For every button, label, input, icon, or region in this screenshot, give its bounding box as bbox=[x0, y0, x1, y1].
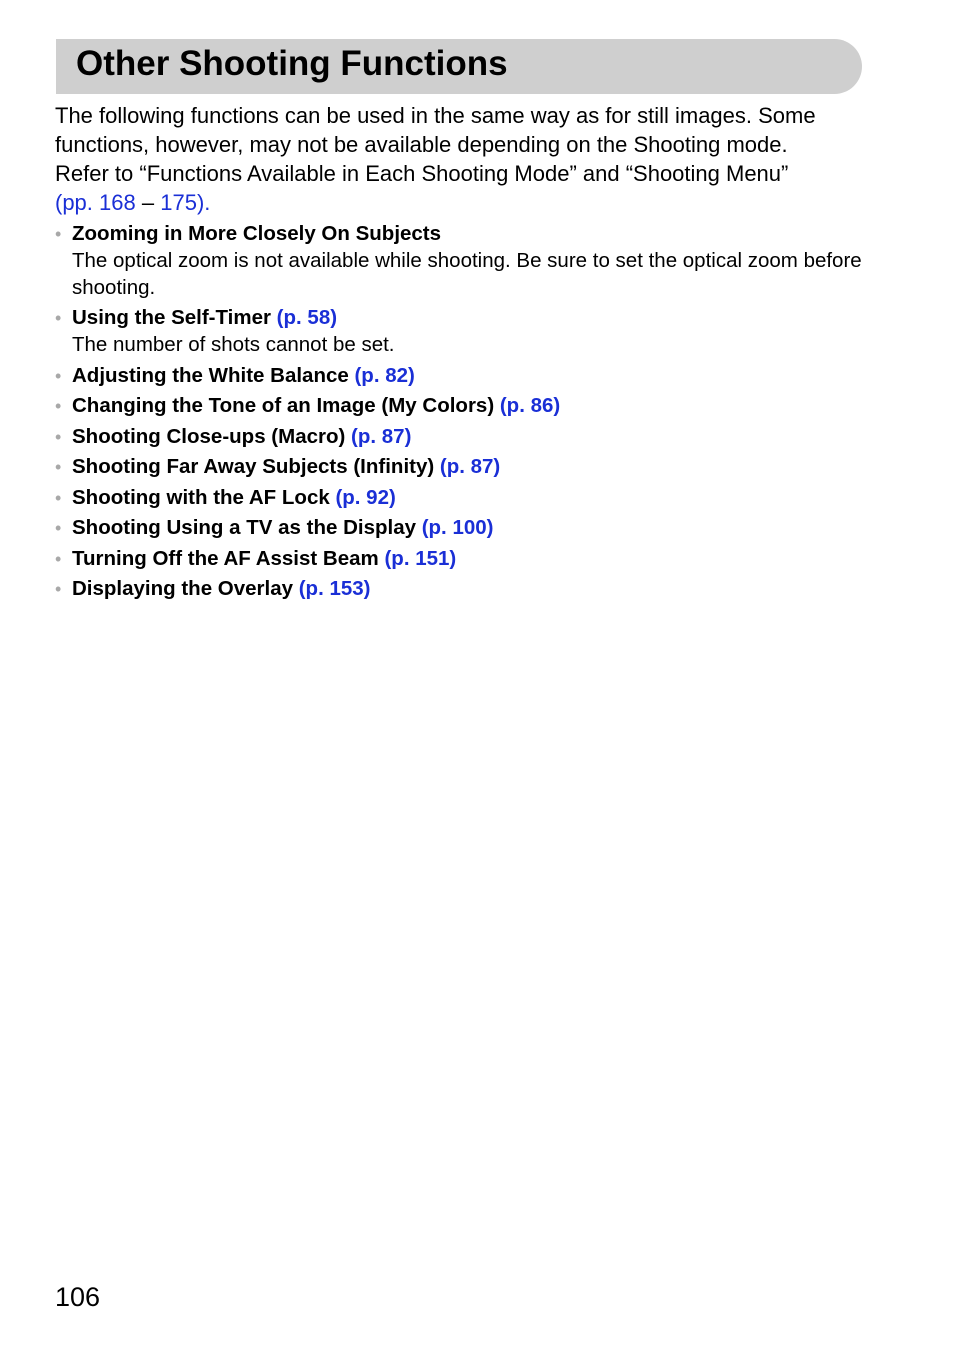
page-title: Other Shooting Functions bbox=[76, 44, 508, 83]
list-item-heading bbox=[72, 422, 411, 452]
list-item-label: Adjusting the White Balance bbox=[72, 364, 355, 387]
reference-open: (pp. bbox=[55, 190, 100, 215]
bullet-icon: • bbox=[55, 308, 62, 328]
reference-dash: – bbox=[135, 190, 161, 215]
page-link-168[interactable]: 168 bbox=[99, 190, 136, 215]
list-item-description: The optical zoom is not available while shooting. Be sure to set the optical zoom before shooting. bbox=[72, 249, 862, 299]
list-item-heading bbox=[72, 513, 493, 543]
page-link[interactable]: (p. 87) bbox=[439, 455, 501, 478]
list-item-heading bbox=[72, 303, 337, 333]
page-link[interactable]: (p. 87) bbox=[351, 425, 412, 448]
list-item-label: Using the Self-Timer bbox=[72, 306, 277, 329]
reference-close: ). bbox=[196, 190, 211, 215]
list-item-label: Shooting with the AF Lock bbox=[72, 486, 336, 509]
list-item-description: The number of shots cannot be set. bbox=[72, 333, 395, 356]
bullet-icon: • bbox=[55, 549, 62, 569]
page-link[interactable]: (p. 153) bbox=[298, 577, 371, 600]
page-link[interactable]: (p. 86) bbox=[499, 394, 561, 417]
bullet-icon: • bbox=[55, 579, 62, 599]
bullet-icon: • bbox=[55, 488, 62, 508]
page-link[interactable]: (p. 92) bbox=[335, 486, 396, 509]
list-item-label: Shooting Close-ups (Macro) bbox=[72, 425, 352, 448]
list-item-label: Zooming in More Closely On Subjects bbox=[72, 222, 442, 245]
list-item-label: Turning Off the AF Assist Beam bbox=[72, 547, 385, 570]
intro-reference bbox=[55, 188, 875, 217]
intro-line: functions, however, may not be available depending on the Shooting mode. bbox=[55, 132, 788, 157]
bullet-icon: • bbox=[55, 224, 62, 244]
page-link-175[interactable]: 175 bbox=[160, 190, 197, 215]
list-item-label: Shooting Using a TV as the Display bbox=[72, 516, 422, 539]
bullet-icon: • bbox=[55, 518, 62, 538]
list-item-label: Changing the Tone of an Image (My Colors) bbox=[72, 394, 500, 417]
bullet-icon: • bbox=[55, 396, 62, 416]
list-item-label: Displaying the Overlay bbox=[72, 577, 299, 600]
list-item-heading bbox=[72, 452, 500, 482]
section-title-bar bbox=[56, 39, 862, 94]
list-item-heading bbox=[72, 391, 560, 421]
page-link[interactable]: (p. 82) bbox=[354, 364, 415, 387]
list-item-heading bbox=[72, 544, 456, 574]
list-item-heading bbox=[72, 361, 415, 391]
list-item-heading bbox=[72, 574, 371, 604]
page-link[interactable]: (p. 100) bbox=[421, 516, 494, 539]
list-item-label: Shooting Far Away Subjects (Infinity) bbox=[72, 455, 440, 478]
intro-paragraph bbox=[55, 101, 875, 217]
list-item-heading bbox=[72, 483, 396, 513]
bullet-icon: • bbox=[55, 457, 62, 477]
page-number: 106 bbox=[55, 1282, 101, 1312]
page-link[interactable]: (p. 58) bbox=[276, 306, 338, 329]
intro-line: Refer to “Functions Available in Each Shooting Mode” and “Shooting Menu” bbox=[55, 161, 789, 186]
bullet-icon: • bbox=[55, 366, 62, 386]
list-item-heading bbox=[72, 219, 441, 249]
intro-line: The following functions can be used in the same way as for still images. Some bbox=[55, 103, 816, 128]
page-link[interactable]: (p. 151) bbox=[384, 547, 457, 570]
bullet-icon: • bbox=[55, 427, 62, 447]
